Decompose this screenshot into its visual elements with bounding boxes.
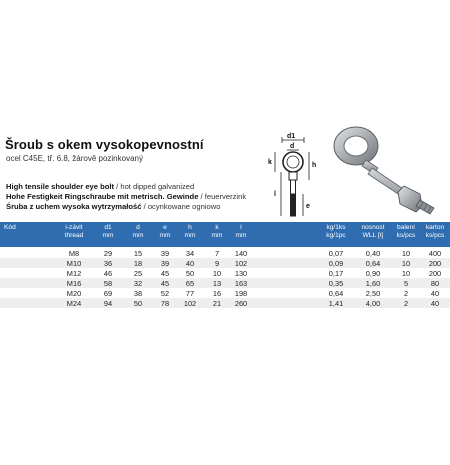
- description-pl: [6, 202, 220, 211]
- header-baleni: [392, 224, 420, 240]
- diagram-label-d: d: [290, 143, 295, 150]
- cell-e: 52: [160, 289, 170, 298]
- header-weight-en: kg/1pc: [326, 232, 346, 239]
- cell-d1: 29: [103, 249, 113, 258]
- cell-l: 102: [234, 259, 248, 268]
- description-en-normal: / hot dipped galvanized: [114, 182, 195, 191]
- cell-kg: 0,17: [328, 269, 344, 278]
- cell-thread: M16: [66, 279, 82, 288]
- header-d-label: d: [136, 224, 140, 231]
- cell-wll: 1,60: [365, 279, 381, 288]
- header-wll: [356, 224, 390, 240]
- eye-bolt-photo: [322, 120, 440, 222]
- header-thread: [57, 224, 91, 240]
- header-d1-label: d1: [104, 224, 112, 231]
- header-e: [155, 224, 175, 240]
- cell-d1: 94: [103, 299, 113, 308]
- table-row: [0, 248, 450, 258]
- header-kod: Kód: [4, 224, 16, 231]
- cell-e: 45: [160, 279, 170, 288]
- diagram-label-d1: d1: [287, 133, 296, 140]
- header-l-unit: mm: [235, 232, 247, 239]
- cell-k: 10: [212, 269, 222, 278]
- cell-thread: M20: [66, 289, 82, 298]
- cell-h: 102: [183, 299, 197, 308]
- cell-thread: M12: [66, 269, 82, 278]
- product-title: Šroub s okem vysokopevnostní: [5, 137, 204, 152]
- cell-karton: 200: [428, 269, 442, 278]
- header-l-label: l: [240, 224, 242, 231]
- header-k-label: k: [215, 224, 219, 231]
- header-h-label: h: [188, 224, 192, 231]
- cell-e: 78: [160, 299, 170, 308]
- cell-d1: 46: [103, 269, 113, 278]
- cell-k: 21: [212, 299, 222, 308]
- cell-h: 34: [185, 249, 195, 258]
- cell-d: 38: [133, 289, 143, 298]
- header-h-unit: mm: [184, 232, 196, 239]
- header-baleni-en: ks/pcs: [396, 232, 416, 239]
- cell-baleni: 10: [401, 249, 411, 258]
- cell-wll: 4,00: [365, 299, 381, 308]
- cell-d: 15: [133, 249, 143, 258]
- cell-kg: 0,07: [328, 249, 344, 258]
- cell-karton: 400: [428, 249, 442, 258]
- cell-karton: 40: [430, 289, 440, 298]
- diagram-label-e: e: [306, 203, 310, 210]
- header-l: [231, 224, 251, 240]
- cell-h: 40: [185, 259, 195, 268]
- cell-e: 39: [160, 249, 170, 258]
- table-row: [0, 288, 450, 298]
- table-row: [0, 268, 450, 278]
- description-de-bold: Hohe Festigkeit Ringschraube mit metrisch. Gewinde: [6, 192, 199, 201]
- cell-h: 50: [185, 269, 195, 278]
- cell-k: 16: [212, 289, 222, 298]
- description-en-bold: High tensile shoulder eye bolt: [6, 182, 115, 191]
- product-subtitle: ocel C45E, tř. 6.8, žárově pozinkovaný: [6, 154, 143, 163]
- cell-l: 163: [234, 279, 248, 288]
- description-pl-bold: Śruba z uchem wysoka wytrzymałość: [6, 202, 142, 211]
- header-karton-cz: karton: [425, 224, 445, 231]
- header-thread-en: thread: [64, 232, 84, 239]
- cell-k: 7: [214, 249, 220, 258]
- cell-wll: 2,50: [365, 289, 381, 298]
- cell-h: 65: [185, 279, 195, 288]
- cell-baleni: 10: [401, 259, 411, 268]
- description-de: [6, 192, 246, 201]
- header-d1: [98, 224, 118, 240]
- cell-k: 13: [212, 279, 222, 288]
- header-karton: [421, 224, 449, 240]
- brand-watermark: VANTEC: [206, 453, 257, 465]
- header-e-label: e: [163, 224, 167, 231]
- cell-baleni: 10: [401, 269, 411, 278]
- header-weight-cz: kg/1ks: [326, 224, 346, 231]
- header-e-unit: mm: [159, 232, 171, 239]
- cell-wll: 0,90: [365, 269, 381, 278]
- cell-k: 9: [214, 259, 220, 268]
- cell-thread: M24: [66, 299, 82, 308]
- cell-karton: 80: [430, 279, 440, 288]
- cell-d1: 69: [103, 289, 113, 298]
- cell-d1: 58: [103, 279, 113, 288]
- table-row: [0, 258, 450, 268]
- header-weight: [318, 224, 354, 240]
- header-d: [128, 224, 148, 240]
- cell-l: 260: [234, 299, 248, 308]
- table-row: [0, 278, 450, 288]
- header-karton-en: ks/pcs: [425, 232, 445, 239]
- description-pl-normal: / ocynkowane ogniowo: [141, 202, 221, 211]
- header-thread-cz: i-závit: [65, 224, 83, 231]
- cell-h: 77: [185, 289, 195, 298]
- description-en: [6, 182, 194, 191]
- cell-baleni: 2: [403, 299, 409, 308]
- diagram-label-h: h: [312, 162, 317, 169]
- cell-karton: 200: [428, 259, 442, 268]
- cell-e: 39: [160, 259, 170, 268]
- cell-thread: M10: [66, 259, 82, 268]
- cell-baleni: 2: [403, 289, 409, 298]
- header-d-unit: mm: [132, 232, 144, 239]
- cell-l: 130: [234, 269, 248, 278]
- cell-kg: 0,64: [328, 289, 344, 298]
- cell-e: 45: [160, 269, 170, 278]
- table-row: [0, 298, 450, 308]
- header-d1-unit: mm: [102, 232, 114, 239]
- diagram-label-k: k: [268, 159, 272, 166]
- header-k: [207, 224, 227, 240]
- cell-thread: M8: [68, 249, 80, 258]
- description-de-normal: / feuerverzink: [198, 192, 247, 201]
- header-h: [180, 224, 200, 240]
- cell-d: 18: [133, 259, 143, 268]
- cell-kg: 0,35: [328, 279, 344, 288]
- cell-karton: 40: [430, 299, 440, 308]
- cell-baleni: 5: [403, 279, 409, 288]
- header-wll-en: WLL [t]: [362, 232, 384, 239]
- header-baleni-cz: balení: [397, 224, 415, 231]
- cell-kg: 1,41: [328, 299, 344, 308]
- header-k-unit: mm: [211, 232, 223, 239]
- cell-kg: 0,09: [328, 259, 344, 268]
- cell-wll: 0,64: [365, 259, 381, 268]
- diagram-label-l: l: [274, 191, 276, 198]
- cell-d: 32: [133, 279, 143, 288]
- cell-l: 140: [234, 249, 248, 258]
- cell-d: 25: [133, 269, 143, 278]
- cell-d1: 36: [103, 259, 113, 268]
- cell-d: 50: [133, 299, 143, 308]
- cell-wll: 0,40: [365, 249, 381, 258]
- cell-l: 198: [234, 289, 248, 298]
- header-wll-cz: nosnost: [361, 224, 385, 231]
